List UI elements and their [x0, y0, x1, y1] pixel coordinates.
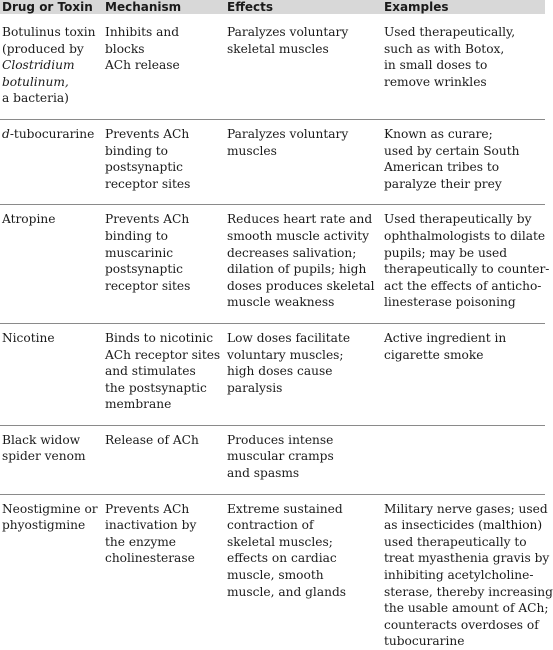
- cell-text-line: the enzyme: [105, 534, 176, 549]
- cell-text-line: [2, 41, 103, 58]
- cell-text-line: doses produces skeletal: [227, 278, 375, 293]
- header-mechanism: Mechanism: [103, 0, 225, 14]
- cell-text-line: [2, 330, 103, 347]
- cell-text-line: muscular cramps: [227, 449, 334, 464]
- cell-text-line: remove wrinkles: [384, 74, 487, 89]
- cell-text-line: muscle, and glands: [227, 584, 347, 599]
- cell-text-line: treat myasthenia gravis by: [384, 551, 550, 566]
- table-cell-examples: [382, 205, 550, 324]
- table-cell-drug: [0, 425, 103, 494]
- italic-text: Clostridium: [2, 58, 75, 73]
- cell-text-line: Paralyzes voluntary: [227, 25, 349, 39]
- table-cell-effects: [225, 14, 382, 119]
- table-row: [0, 494, 545, 650]
- cell-text-line: Prevents ACh: [105, 212, 190, 227]
- text: Botulinus toxin: [2, 25, 96, 39]
- cell-text-line: effects on cardiac: [227, 551, 337, 566]
- cell-text-line: [2, 211, 103, 228]
- cell-text-line: paralyze their prey: [384, 176, 502, 191]
- cell-text-line: used therapeutically to: [384, 534, 527, 549]
- table-cell-examples: [382, 119, 545, 204]
- cell-text-line: muscarinic: [105, 245, 174, 260]
- table-cell-mechanism: [103, 425, 225, 494]
- header-row: [0, 0, 545, 14]
- cell-text-line: inactivation by: [105, 518, 197, 533]
- cell-text-line: [2, 126, 103, 143]
- cell-text-line: [2, 74, 103, 91]
- cell-text-line: [2, 57, 103, 74]
- italic-text: botulinum,: [2, 74, 69, 89]
- cell-text-line: Prevents ACh: [105, 501, 190, 516]
- table-cell-drug: [0, 119, 103, 204]
- table-cell-examples: [382, 323, 545, 425]
- table-cell-effects: [225, 425, 382, 494]
- cell-text-line: paralysis: [227, 380, 283, 395]
- table-cell-effects: [225, 494, 382, 650]
- table-cell-examples: [382, 425, 545, 494]
- header-drug-or-toxin: Drug or Toxin: [0, 0, 103, 14]
- table-cell-effects: [225, 205, 382, 324]
- cell-text-line: Produces intense: [227, 432, 334, 447]
- cell-text-line: in small doses to: [384, 58, 488, 73]
- cell-text-line: Used therapeutically by: [384, 212, 532, 227]
- table-header: [0, 0, 545, 14]
- cell-text-line: receptor sites: [105, 176, 191, 191]
- cell-text-line: inhibiting acetylcholine-: [384, 568, 534, 583]
- cell-text-line: Military nerve gases; used: [384, 501, 548, 516]
- table-cell-mechanism: [103, 205, 225, 324]
- cell-text-line: Low doses facilitate: [227, 330, 351, 345]
- table-body: [0, 14, 553, 650]
- cell-text-line: American tribes to: [384, 160, 500, 175]
- cell-text-line: therapeutically to counter-: [384, 262, 550, 277]
- cell-text-line: cholinesterase: [105, 551, 195, 566]
- table-cell-drug: [0, 494, 103, 650]
- cell-text-line: decreases salivation;: [227, 245, 357, 260]
- table-row: [0, 205, 545, 324]
- table-cell-drug: [0, 205, 103, 324]
- cell-text-line: Paralyzes voluntary: [227, 126, 349, 141]
- cell-text-line: muscles: [227, 143, 277, 158]
- cell-text-line: Binds to nicotinic: [105, 330, 214, 345]
- cell-text-line: [2, 517, 103, 534]
- cell-text-line: Reduces heart rate and: [227, 212, 373, 227]
- cell-text-line: and spasms: [227, 466, 300, 481]
- cell-text-line: cigarette smoke: [384, 347, 484, 362]
- cell-text-line: skeletal muscles: [227, 41, 329, 56]
- text: phyostigmine: [2, 518, 86, 533]
- cell-text-line: receptor sites: [105, 278, 191, 293]
- cell-text-line: ACh release: [105, 58, 180, 73]
- table-row: [0, 119, 545, 204]
- header-effects: Effects: [225, 0, 382, 14]
- cell-text-line: [2, 432, 103, 449]
- cell-text-line: act the effects of anticho-: [384, 278, 542, 293]
- cell-text-line: tubocurarine: [384, 634, 465, 649]
- italic-text: d: [2, 126, 10, 141]
- cell-text-line: muscle, smooth: [227, 568, 324, 583]
- cell-text-line: postsynaptic: [105, 160, 183, 175]
- text: Neostigmine or: [2, 501, 98, 516]
- cell-text-line: Release of ACh: [105, 432, 199, 447]
- cell-text-line: the postsynaptic: [105, 380, 207, 395]
- cell-text-line: [2, 90, 103, 107]
- cell-text-line: binding to: [105, 228, 169, 243]
- cell-text-line: [2, 24, 103, 41]
- cell-text-line: Prevents ACh: [105, 126, 190, 141]
- cell-text-line: pupils; may be used: [384, 245, 508, 260]
- table-cell-mechanism: [103, 323, 225, 425]
- cell-text-line: contraction of: [227, 518, 314, 533]
- cell-text-line: used by certain South: [384, 143, 520, 158]
- text: spider venom: [2, 449, 86, 464]
- cell-text-line: linesterase poisoning: [384, 295, 516, 310]
- table-cell-mechanism: [103, 494, 225, 650]
- text: (produced by: [2, 41, 84, 56]
- table-cell-examples: [382, 14, 545, 119]
- cell-text-line: Active ingredient in: [384, 330, 507, 345]
- cell-text-line: ACh receptor sites: [105, 347, 221, 362]
- cell-text-line: Used therapeutically,: [384, 25, 516, 39]
- cell-text-line: smooth muscle activity: [227, 228, 370, 243]
- cell-text-line: Inhibits and: [105, 25, 180, 39]
- cell-text-line: the usable amount of ACh;: [384, 601, 549, 616]
- cell-text-line: as insecticides (malthion): [384, 518, 543, 533]
- cell-text-line: skeletal muscles;: [227, 534, 333, 549]
- table-cell-effects: [225, 323, 382, 425]
- cell-text-line: sterase, thereby increasing: [384, 584, 553, 599]
- table-cell-examples: [382, 494, 553, 650]
- table-cell-drug: [0, 14, 103, 119]
- cell-text-line: binding to: [105, 143, 169, 158]
- cell-text-line: Extreme sustained: [227, 501, 343, 516]
- cell-text-line: and stimulates: [105, 364, 196, 379]
- text: Black widow: [2, 432, 81, 447]
- cell-text-line: [2, 448, 103, 465]
- cell-text-line: voluntary muscles;: [227, 347, 344, 362]
- cell-text-line: blocks: [105, 41, 145, 56]
- text: -tubocurarine: [9, 126, 95, 141]
- text: a bacteria): [2, 91, 69, 106]
- table-cell-mechanism: [103, 14, 225, 119]
- table-cell-effects: [225, 119, 382, 204]
- table-row: [0, 323, 545, 425]
- cell-text-line: ophthalmologists to dilate: [384, 228, 546, 243]
- table-cell-mechanism: [103, 119, 225, 204]
- cell-text-line: counteracts overdoses of: [384, 617, 539, 632]
- cell-text-line: dilation of pupils; high: [227, 262, 367, 277]
- table-row: [0, 14, 545, 119]
- cell-text-line: postsynaptic: [105, 262, 183, 277]
- header-examples: Examples: [382, 0, 545, 14]
- text: Nicotine: [2, 330, 55, 345]
- table-row: [0, 425, 545, 494]
- cell-text-line: membrane: [105, 397, 172, 412]
- text: Atropine: [2, 212, 56, 227]
- cell-text-line: such as with Botox,: [384, 41, 505, 56]
- cell-text-line: muscle weakness: [227, 295, 335, 310]
- cell-text-line: high doses cause: [227, 364, 333, 379]
- cell-text-line: [2, 501, 103, 518]
- cell-text-line: Known as curare;: [384, 126, 493, 141]
- table-cell-drug: [0, 323, 103, 425]
